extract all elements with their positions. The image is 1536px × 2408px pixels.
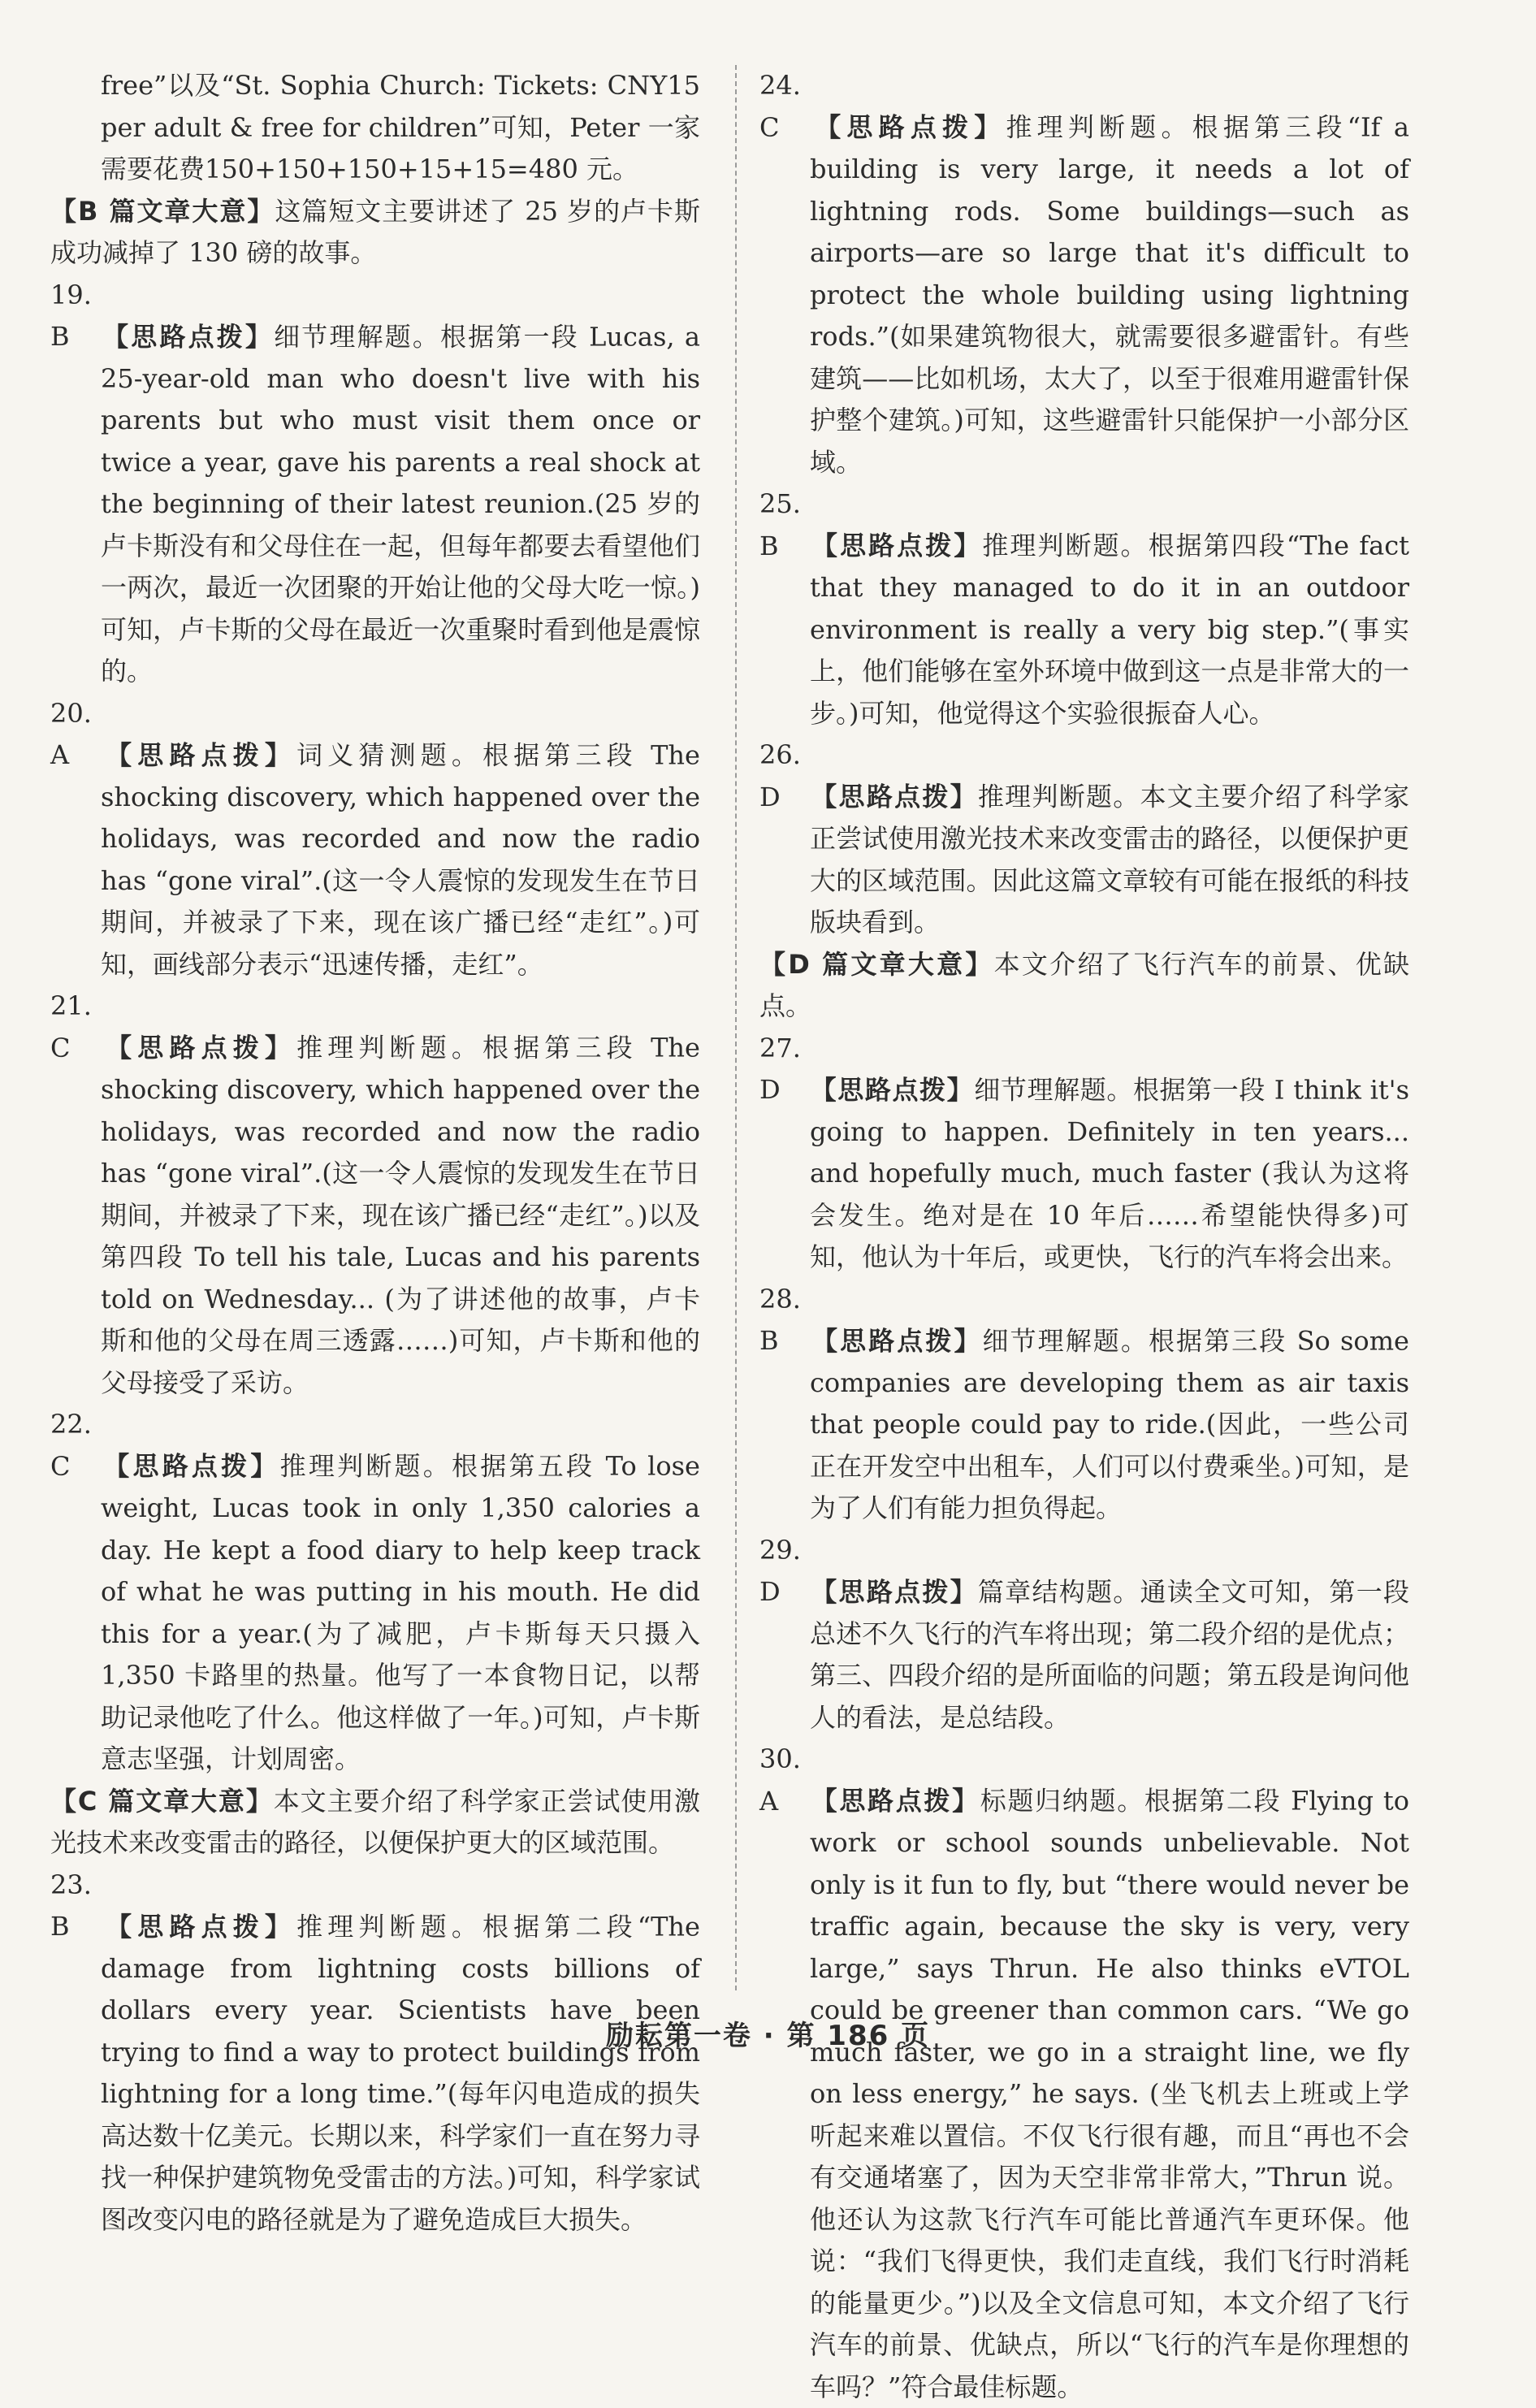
section-d-summary: 【D 篇文章大意】本文介绍了飞行汽车的前景、优缺点。 [759, 948, 1409, 1021]
section-c-summary: 【C 篇文章大意】本文主要介绍了科学家正尝试使用激光技术来改变雷击的路径，以便保护更大的区域范围。 [50, 1785, 700, 1858]
page-footer: 励耘第一卷 · 第 186 页 [605, 2020, 931, 2052]
section-b-summary: 【B 篇文章大意】这篇短文主要讲述了 25 岁的卢卡斯成功减掉了 130 磅的故事。 [50, 195, 700, 268]
column-divider [735, 65, 737, 1990]
answer-26: 26. D 【思路点拨】推理判断题。本文主要介绍了科学家正尝试使用激光技术来改变雷击的路径，以便保护更大的区域范围。因此这篇文章较有可能在报纸的科技版块看到。 [759, 739, 1409, 938]
carryover-paragraph: free”以及“St. Sophia Church: Tickets: CNY15 per adult & free for children”可知，Peter 一家需要花费150+150+150+15+15=480 元。 [101, 70, 700, 184]
left-column [50, 65, 700, 2241]
answer-23: 23. B 【思路点拨】推理判断题。根据第二段“The damage from lightning costs billions of dollars every year. Scientists have been trying to find a way to protect buildings from lightning for a long time.”(每年闪电造成的损失高达数十亿美元。长期以来，科学家们一直在努力寻找一种保护建筑物免受雷击的方法。)可知，科学家试图改变闪电的路径就是为了避免造成巨大损失。 [50, 1869, 700, 2235]
right-column [759, 65, 1409, 2408]
answer-20: 20. A 【思路点拨】词义猜测题。根据第三段 The shocking discovery, which happened over the holidays, was recorded and now the radio has “gone viral”.(这一令人震惊的发现发生在节日期间，并被录了下来，现在该广播已经“走红”。)可知，画线部分表示“迅速传播，走红”。 [50, 697, 700, 980]
section-c-title: 【C 篇文章大意】 [50, 1785, 274, 1817]
answer-28: 28. B 【思路点拨】细节理解题。根据第三段 So some companies are developing them as air taxis that people could pay to ride.(因此，一些公司正在开发空中出租车，人们可以付费乘坐。)可知，是为了人们有能力担负得起。 [759, 1283, 1409, 1523]
answer-25: 25. B 【思路点拨】推理判断题。根据第四段“The fact that they managed to do it in an outdoor environment is really a very big step.”(事实上，他们能够在室外环境中做到这一点是非常大的一步。)可知，他觉得这个实验很振奋人心。 [759, 488, 1409, 729]
answer-27: 27. D 【思路点拨】细节理解题。根据第一段 I think it's going to happen. Definitely in ten years... and hopefully much, much faster (我认为这将会发生。绝对是在 10 年后……希望能快得多)可知，他认为十年后，或更快，飞行的汽车将会出来。 [759, 1032, 1409, 1272]
answer-24: 24. C 【思路点拨】推理判断题。根据第三段“If a building is very large, it needs a lot of lightning rods. Some buildings—such as airports—are so large that it's difficult to protect the whole building using lightning rods.”(如果建筑物很大，就需要很多避雷针。有些建筑——比如机场，太大了，以至于很难用避雷针保护整个建筑。)可知，这些避雷针只能保护一小部分区域。 [759, 70, 1409, 478]
answer-19: 19. B 【思路点拨】细节理解题。根据第一段 Lucas, a 25-year-old man who doesn't live with his parents but who must visit them once or twice a year, gave his parents a real shock at the beginning of their latest reunion.(25 岁的卢卡斯没有和父母住在一起，但每年都要去看望他们一两次，最近一次团聚的开始让他的父母大吃一惊。)可知，卢卡斯的父母在最近一次重聚时看到他是震惊的。 [50, 279, 700, 686]
answer-30: 30. A 【思路点拨】标题归纳题。根据第二段 Flying to work or school sounds unbelievable. Not only is it fun to fly, but “there would never be traffic again, because the sky is very, very large,” says Thrun. He also thinks eVTOL could be greener than common cars. “We go much faster, we go in a straight line, we fly on less energy,” he says. (坐飞机去上班或上学听起来难以置信。不仅飞行很有趣，而且“再也不会有交通堵塞了，因为天空非常非常大，”Thrun 说。他还认为这款飞行汽车可能比普通汽车更环保。他说：“我们飞得更快，我们走直线，我们飞行时消耗的能量更少。”)以及全文信息可知，本文介绍了飞行汽车的前景、优缺点，所以“飞行的汽车是你理想的车吗？”符合最佳标题。 [759, 1743, 1409, 2402]
section-d-title: 【D 篇文章大意】 [759, 948, 994, 980]
answer-22: 22. C 【思路点拨】推理判断题。根据第五段 To lose weight, Lucas took in only 1,350 calories a day. He kept a food diary to help keep track of what he was putting in his mouth. He did this for a year.(为了减肥，卢卡斯每天只摄入 1,350 卡路里的热量。他写了一本食物日记，以帮助记录他吃了什么。他这样做了一年。)可知，卢卡斯意志坚强，计划周密。 [50, 1409, 700, 1774]
section-b-title: 【B 篇文章大意】 [50, 195, 275, 227]
answer-21: 21. C 【思路点拨】推理判断题。根据第三段 The shocking discovery, which happened over the holidays, was recorded and now the radio has “gone viral”.(这一令人震惊的发现发生在节日期间，并被录了下来，现在该广播已经“走红”。)以及第四段 To tell his tale, Lucas and his parents told on Wednesday... (为了讲述他的故事，卢卡斯和他的父母在周三透露……)可知，卢卡斯和他的父母接受了采访。 [50, 990, 700, 1398]
answer-29: 29. D 【思路点拨】篇章结构题。通读全文可知，第一段总述不久飞行的汽车将出现；第二段介绍的是优点；第三、四段介绍的是所面临的问题；第五段是询问他人的看法，是总结段。 [759, 1534, 1409, 1733]
